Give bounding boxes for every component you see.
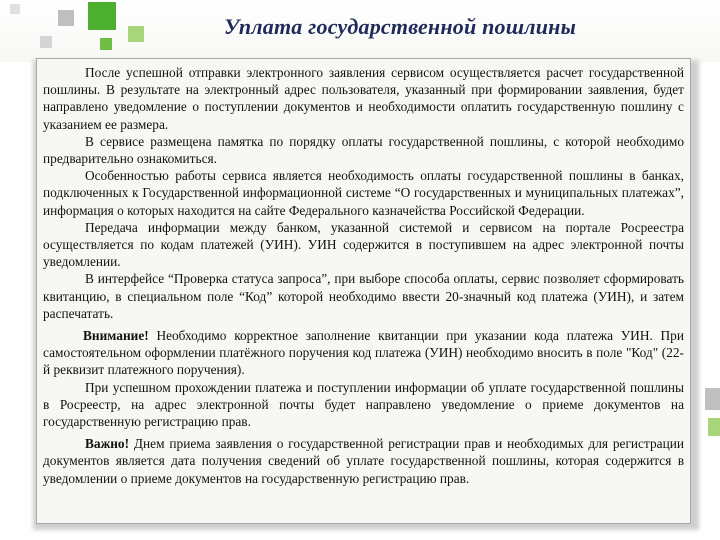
paragraph-2: В сервисе размещена памятка по порядку оплаты государственной пошлины, с которой необходимо предварительно ознакомиться.: [43, 133, 684, 167]
paragraph-6: [43, 327, 684, 379]
decor-square-green-1: [88, 2, 116, 30]
slide-title: Уплата государственной пошлины: [223, 14, 577, 39]
decor-square-right-gray: [705, 388, 720, 410]
paragraph-3: Особенностью работы сервиса является необходимость оплаты государственной пошлины в банках, подключенных к Государственной информационной системе “О государственных и муниципальных платежах”, информация о которых находится на сайте Федерального казначейства Российской Федерации.: [43, 168, 684, 218]
decor-square-gray-1: [58, 10, 74, 26]
decor-square-gray-2: [40, 36, 52, 48]
paragraph-5: В интерфейсе “Проверка статуса запроса”, при выборе способа оплаты, сервис позволяет сформировать квитанцию, в специальном поле “Код” которой необходимо ввести 20-значный код платежа (УИН), и затем распечатать.: [43, 271, 684, 321]
paragraph-8: [43, 435, 684, 487]
paragraph-7: При успешном прохождении платежа и поступлении информации об уплате государственной пошлины в Росреестр, на адрес электронной почты будет направлено уведомление о приеме документов на государственную регистрацию прав.: [43, 379, 684, 430]
important-label: Важно!: [85, 436, 130, 452]
decor-square-gray-3: [10, 4, 20, 14]
paragraph-6-text: Необходимо корректное заполнение квитанции при указании кода платежа УИН. При самостоятельном оформлении платёжного поручения код платежа (УИН) необходимо вносить в поле "Код" (22-й реквизит платежного поручения).: [43, 328, 684, 378]
decor-square-right-green: [708, 418, 720, 436]
content-panel: [36, 58, 691, 524]
decor-square-lightgreen-1: [128, 26, 144, 42]
attention-label: Внимание!: [83, 328, 149, 344]
paragraph-4: Передача информации между банком, указанной системой и сервисом на портале Росреестра осуществляется по кодам платежей (УИН). УИН содержится в поступившем на адрес электронной почты уведомлении.: [43, 219, 684, 270]
paragraph-8-text: Днем приема заявления о государственной регистрации прав и необходимых для регистрации документов является дата получения сведений об уплате государственной пошлины, которая содержится в уведомлении о приеме документов на государственную регистрацию прав.: [43, 436, 684, 486]
decor-square-green-2: [100, 38, 112, 50]
paragraph-1: После успешной отправки электронного заявления сервисом осуществляется расчет государственной пошлины. В результате на электронный адрес пользователя, указанный при формировании заявления, будет направлено уведомление о поступлении документов и необходимости оплатить государственную пошлину с указанием ее размера.: [43, 65, 684, 132]
